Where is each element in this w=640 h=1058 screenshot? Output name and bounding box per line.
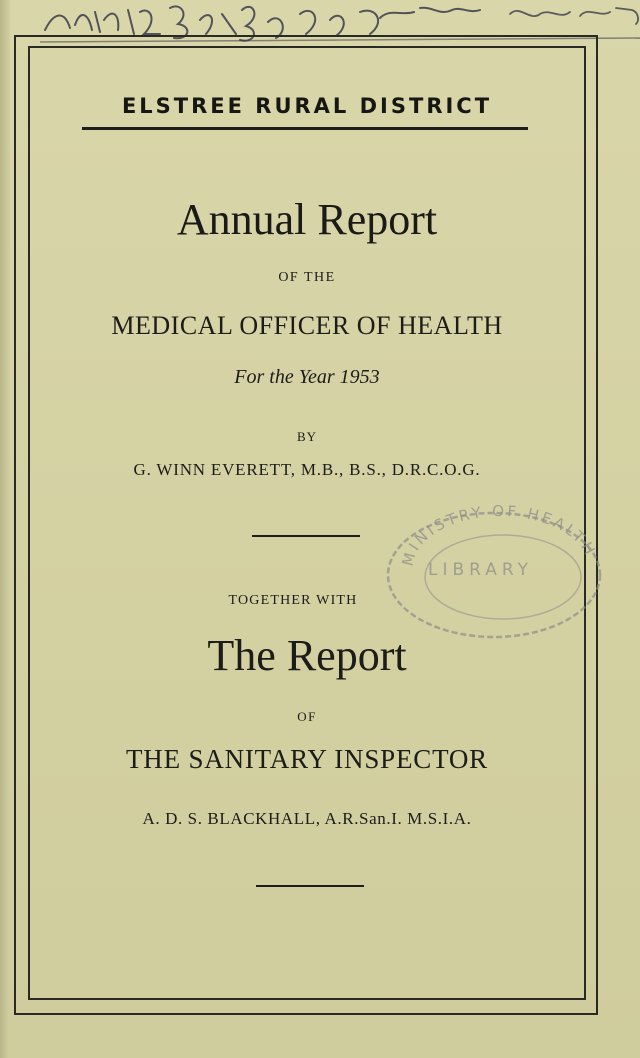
sanitary-inspector-name: A. D. S. BLACKHALL, A.R.San.I. M.S.I.A. [142, 809, 472, 828]
medical-officer-name: G. WINN EVERETT, M.B., B.S., D.R.C.O.G. [133, 460, 481, 479]
stamp-center-text: LIBRARY [428, 560, 534, 580]
section-divider-bottom [256, 885, 364, 887]
the-report-title: The Report [207, 631, 407, 680]
heading-underline [82, 127, 528, 130]
sanitary-inspector-heading: THE SANITARY INSPECTOR [126, 744, 488, 774]
section-divider-top [252, 535, 360, 537]
annual-report-title: Annual Report [176, 195, 438, 244]
stamp-arc-text: MINISTRY OF HEALTH [398, 505, 600, 568]
of-label: OF [297, 709, 317, 724]
page-spine-shadow [0, 0, 10, 1058]
district-heading: ELSTREE RURAL DISTRICT [121, 94, 493, 118]
report-year: For the Year 1953 [234, 366, 380, 388]
of-the-label: OF THE [278, 270, 336, 285]
svg-text:MINISTRY OF HEALTH [398, 505, 599, 568]
together-with-label: TOGETHER WITH [228, 593, 358, 608]
medical-officer-heading: MEDICAL OFFICER OF HEALTH [111, 311, 503, 340]
by-label: BY [296, 429, 318, 444]
